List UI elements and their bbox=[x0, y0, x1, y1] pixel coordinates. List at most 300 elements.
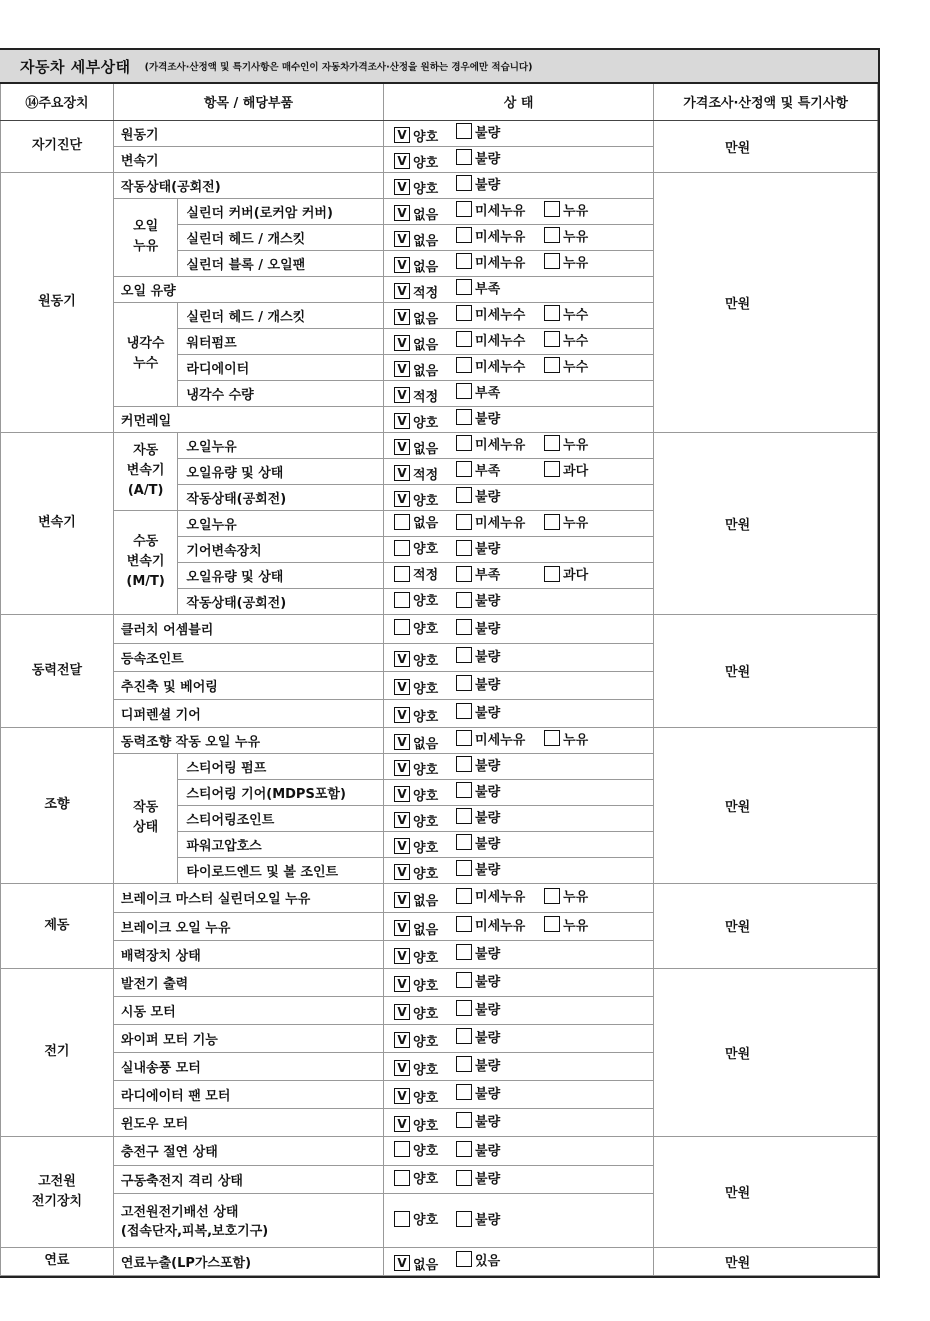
status-option[interactable] bbox=[394, 308, 456, 327]
vehicle-detail-state-form bbox=[0, 48, 880, 1278]
option-label: 양호 bbox=[413, 762, 439, 778]
checkbox[interactable] bbox=[456, 860, 472, 876]
checked-checkbox[interactable]: V bbox=[394, 679, 410, 695]
status-option[interactable] bbox=[456, 460, 544, 479]
option-label: 미세누유 bbox=[475, 516, 526, 532]
checked-checkbox[interactable]: V bbox=[394, 127, 410, 143]
checkbox[interactable] bbox=[456, 592, 472, 608]
item-label: 오일누유 bbox=[178, 432, 384, 458]
option-label: 불량 bbox=[475, 1114, 501, 1130]
option-label: 미세누수 bbox=[475, 307, 526, 323]
checkbox[interactable] bbox=[544, 730, 560, 746]
category-cell: 전기 bbox=[1, 968, 114, 1136]
status-option[interactable] bbox=[394, 412, 456, 431]
item-label: 와이퍼 모터 기능 bbox=[113, 1024, 383, 1052]
checkbox[interactable] bbox=[544, 201, 560, 217]
checkbox[interactable] bbox=[394, 540, 410, 556]
status-option[interactable] bbox=[456, 408, 500, 427]
item-label: 실린더 블록 / 오일팬 bbox=[178, 250, 384, 276]
checkbox[interactable] bbox=[456, 357, 472, 373]
status-cell bbox=[384, 883, 654, 912]
item-label: 발전기 출력 bbox=[113, 968, 383, 996]
checked-checkbox[interactable]: V bbox=[394, 1060, 410, 1076]
item-label: 스티어링조인트 bbox=[178, 805, 384, 831]
option-label: 불량 bbox=[475, 1030, 501, 1046]
unit-label: 만원 bbox=[725, 920, 751, 935]
status-option[interactable] bbox=[394, 890, 456, 909]
unit-label: 만원 bbox=[725, 665, 751, 680]
checked-checkbox[interactable]: V bbox=[394, 976, 410, 992]
subgroup-cell: 오일 누유 bbox=[113, 198, 178, 276]
status-option[interactable] bbox=[456, 330, 544, 349]
status-cell bbox=[384, 1080, 654, 1108]
option-label: 불량 bbox=[475, 836, 501, 852]
checkbox[interactable] bbox=[456, 1251, 472, 1267]
status-option[interactable] bbox=[394, 438, 456, 457]
status-option[interactable] bbox=[394, 678, 456, 697]
item-label: 윈도우 모터 bbox=[113, 1108, 383, 1136]
status-option[interactable] bbox=[394, 1059, 456, 1078]
status-option[interactable] bbox=[456, 356, 544, 375]
status-option[interactable] bbox=[394, 538, 456, 557]
checked-checkbox[interactable]: V bbox=[394, 1004, 410, 1020]
category-cell: 동력전달 bbox=[1, 614, 114, 727]
option-label: 미세누유 bbox=[475, 732, 526, 748]
option-label: 양호 bbox=[413, 493, 439, 509]
checked-checkbox[interactable]: V bbox=[394, 1032, 410, 1048]
status-option[interactable] bbox=[544, 915, 588, 934]
status-option[interactable] bbox=[456, 252, 544, 271]
status-cell bbox=[384, 1247, 654, 1275]
status-option[interactable] bbox=[456, 618, 500, 637]
checkbox[interactable] bbox=[544, 253, 560, 269]
checkbox[interactable] bbox=[544, 461, 560, 477]
item-label: 오일유량 및 상태 bbox=[178, 458, 384, 484]
status-option[interactable] bbox=[394, 464, 456, 483]
detail-table bbox=[0, 84, 878, 1276]
checkbox[interactable] bbox=[544, 305, 560, 321]
checkbox[interactable] bbox=[456, 227, 472, 243]
option-label: 부족 bbox=[475, 385, 501, 401]
table-row bbox=[1, 172, 878, 198]
status-option[interactable] bbox=[394, 863, 456, 882]
status-cell bbox=[384, 699, 654, 727]
status-option[interactable] bbox=[456, 382, 500, 401]
checkbox[interactable] bbox=[456, 409, 472, 425]
status-option[interactable] bbox=[544, 330, 588, 349]
status-option[interactable] bbox=[394, 1254, 456, 1273]
item-label: 추진축 및 베어링 bbox=[113, 671, 383, 699]
checkbox[interactable] bbox=[544, 435, 560, 451]
status-option[interactable] bbox=[394, 230, 456, 249]
status-option[interactable] bbox=[456, 646, 500, 665]
status-cell bbox=[384, 940, 654, 968]
status-option[interactable] bbox=[394, 919, 456, 938]
status-option[interactable] bbox=[456, 971, 500, 990]
status-option[interactable] bbox=[456, 807, 500, 826]
checkbox[interactable] bbox=[544, 916, 560, 932]
status-option[interactable] bbox=[394, 811, 456, 830]
status-option[interactable] bbox=[394, 785, 456, 804]
status-option[interactable] bbox=[456, 200, 544, 219]
checked-checkbox[interactable]: V bbox=[394, 257, 410, 273]
checked-checkbox[interactable]: V bbox=[394, 948, 410, 964]
price-cell bbox=[654, 727, 878, 883]
status-option[interactable] bbox=[456, 226, 544, 245]
option-label: 양호 bbox=[413, 1118, 439, 1134]
option-label: 적정 bbox=[413, 568, 439, 584]
status-option[interactable] bbox=[456, 512, 544, 531]
table-row bbox=[1, 1247, 878, 1275]
table-row bbox=[1, 432, 878, 458]
status-option[interactable] bbox=[456, 304, 544, 323]
status-cell bbox=[384, 276, 654, 302]
status-option[interactable] bbox=[394, 334, 456, 353]
status-option[interactable] bbox=[394, 650, 456, 669]
item-label: 충전구 절연 상태 bbox=[113, 1136, 383, 1165]
status-option[interactable] bbox=[394, 1209, 456, 1228]
status-cell bbox=[384, 250, 654, 276]
option-label: 불량 bbox=[475, 705, 501, 721]
status-option[interactable] bbox=[394, 256, 456, 275]
checkbox[interactable] bbox=[456, 149, 472, 165]
checked-checkbox[interactable]: V bbox=[394, 179, 410, 195]
checked-checkbox[interactable]: V bbox=[394, 413, 410, 429]
option-label: 양호 bbox=[413, 621, 439, 637]
status-option[interactable] bbox=[544, 356, 588, 375]
checkbox[interactable] bbox=[456, 944, 472, 960]
option-label: 불량 bbox=[475, 594, 501, 610]
status-cell bbox=[384, 805, 654, 831]
status-option[interactable] bbox=[456, 1250, 500, 1269]
checkbox[interactable] bbox=[456, 756, 472, 772]
checkbox[interactable] bbox=[456, 1000, 472, 1016]
checkbox[interactable] bbox=[456, 703, 472, 719]
header-price: 가격조사·산정액 및 특기사항 bbox=[654, 84, 878, 120]
status-option[interactable] bbox=[456, 859, 500, 878]
status-option[interactable] bbox=[394, 152, 456, 171]
option-label: 양호 bbox=[413, 1213, 439, 1229]
option-label: 양호 bbox=[413, 181, 439, 197]
status-option[interactable] bbox=[544, 226, 588, 245]
item-label: 작동상태(공회전) bbox=[178, 484, 384, 510]
checkbox[interactable] bbox=[456, 808, 472, 824]
status-option[interactable] bbox=[394, 759, 456, 778]
checkbox[interactable] bbox=[456, 1084, 472, 1100]
status-option[interactable] bbox=[394, 512, 456, 531]
checkbox[interactable] bbox=[394, 1211, 410, 1227]
checked-checkbox[interactable]: V bbox=[394, 387, 410, 403]
item-label: 커먼레일 bbox=[113, 406, 383, 432]
option-label: 양호 bbox=[413, 155, 439, 171]
checked-checkbox[interactable]: V bbox=[394, 786, 410, 802]
option-label: 양호 bbox=[413, 1172, 439, 1188]
checkbox[interactable] bbox=[394, 619, 410, 635]
status-cell bbox=[384, 643, 654, 671]
option-label: 미세누유 bbox=[475, 918, 526, 934]
status-cell bbox=[384, 996, 654, 1024]
status-option[interactable] bbox=[394, 590, 456, 609]
option-label: 불량 bbox=[475, 177, 501, 193]
checked-checkbox[interactable]: V bbox=[394, 734, 410, 750]
checkbox[interactable] bbox=[456, 123, 472, 139]
status-cell bbox=[384, 328, 654, 354]
status-option[interactable] bbox=[456, 486, 500, 505]
checked-checkbox[interactable]: V bbox=[394, 231, 410, 247]
checked-checkbox[interactable]: V bbox=[394, 205, 410, 221]
status-option[interactable] bbox=[456, 755, 500, 774]
checkbox[interactable] bbox=[456, 201, 472, 217]
status-option[interactable] bbox=[456, 1209, 500, 1228]
checkbox[interactable] bbox=[544, 357, 560, 373]
checkbox[interactable] bbox=[456, 1028, 472, 1044]
checked-checkbox[interactable]: V bbox=[394, 465, 410, 481]
status-option[interactable] bbox=[394, 1140, 456, 1159]
status-option[interactable] bbox=[544, 252, 588, 271]
checkbox[interactable] bbox=[456, 1211, 472, 1227]
checkbox[interactable] bbox=[456, 566, 472, 582]
status-option[interactable] bbox=[456, 1083, 500, 1102]
status-cell bbox=[384, 484, 654, 510]
status-option[interactable] bbox=[456, 1168, 500, 1187]
status-option[interactable] bbox=[394, 1003, 456, 1022]
checkbox[interactable] bbox=[456, 972, 472, 988]
checkbox[interactable] bbox=[456, 1170, 472, 1186]
option-label: 미세누유 bbox=[475, 890, 526, 905]
status-option[interactable] bbox=[394, 1031, 456, 1050]
unit-label: 만원 bbox=[725, 1186, 751, 1201]
status-option[interactable] bbox=[456, 1140, 500, 1159]
option-label: 양호 bbox=[413, 1062, 439, 1078]
status-cell bbox=[384, 380, 654, 406]
checkbox[interactable] bbox=[394, 514, 410, 530]
option-label: 없음 bbox=[413, 259, 439, 275]
option-label: 양호 bbox=[413, 840, 439, 856]
option-label: 누유 bbox=[563, 732, 589, 748]
status-cell bbox=[384, 432, 654, 458]
checkbox[interactable] bbox=[456, 647, 472, 663]
status-option[interactable] bbox=[394, 564, 456, 583]
status-option[interactable] bbox=[544, 886, 588, 905]
checkbox[interactable] bbox=[456, 834, 472, 850]
status-option[interactable] bbox=[394, 947, 456, 966]
status-option[interactable] bbox=[394, 1168, 456, 1187]
status-cell bbox=[384, 912, 654, 940]
option-label: 적정 bbox=[413, 467, 439, 483]
option-label: 없음 bbox=[413, 516, 439, 532]
status-option[interactable] bbox=[394, 386, 456, 405]
checkbox[interactable] bbox=[456, 730, 472, 746]
status-option[interactable] bbox=[544, 434, 588, 453]
checked-checkbox[interactable]: V bbox=[394, 361, 410, 377]
checkbox[interactable] bbox=[456, 331, 472, 347]
option-label: 적정 bbox=[413, 285, 439, 301]
option-label: 누유 bbox=[563, 229, 589, 245]
status-option[interactable] bbox=[394, 837, 456, 856]
item-label: 디퍼렌셜 기어 bbox=[113, 699, 383, 727]
status-option[interactable] bbox=[456, 999, 500, 1018]
status-option[interactable] bbox=[456, 590, 500, 609]
checked-checkbox[interactable]: V bbox=[394, 153, 410, 169]
status-option[interactable] bbox=[456, 1027, 500, 1046]
option-label: 양호 bbox=[413, 709, 439, 725]
unit-label: 만원 bbox=[725, 1255, 751, 1271]
status-option[interactable] bbox=[394, 490, 456, 509]
status-option[interactable] bbox=[544, 200, 588, 219]
status-option[interactable] bbox=[456, 702, 500, 721]
status-option[interactable] bbox=[456, 674, 500, 693]
checkbox[interactable] bbox=[456, 916, 472, 932]
price-cell bbox=[654, 614, 878, 727]
unit-label: 만원 bbox=[725, 799, 751, 815]
status-option[interactable] bbox=[394, 975, 456, 994]
checkbox[interactable] bbox=[456, 1141, 472, 1157]
checked-checkbox[interactable]: V bbox=[394, 892, 410, 908]
status-option[interactable] bbox=[394, 618, 456, 637]
checked-checkbox[interactable]: V bbox=[394, 335, 410, 351]
status-option[interactable] bbox=[394, 178, 456, 197]
status-cell bbox=[384, 224, 654, 250]
checkbox[interactable] bbox=[456, 279, 472, 295]
checkbox[interactable] bbox=[394, 592, 410, 608]
option-label: 양호 bbox=[413, 681, 439, 697]
option-label: 양호 bbox=[413, 594, 439, 610]
status-option[interactable] bbox=[544, 512, 588, 531]
checked-checkbox[interactable]: V bbox=[394, 812, 410, 828]
checkbox[interactable] bbox=[544, 331, 560, 347]
option-label: 누유 bbox=[563, 890, 589, 905]
option-label: 있음 bbox=[475, 1253, 501, 1269]
status-option[interactable] bbox=[394, 204, 456, 223]
checkbox[interactable] bbox=[456, 675, 472, 691]
checkbox[interactable] bbox=[456, 540, 472, 556]
status-option[interactable] bbox=[456, 148, 500, 167]
checkbox[interactable] bbox=[394, 566, 410, 582]
checked-checkbox[interactable]: V bbox=[394, 920, 410, 936]
checkbox[interactable] bbox=[456, 1056, 472, 1072]
checked-checkbox[interactable]: V bbox=[394, 491, 410, 507]
checkbox[interactable] bbox=[394, 1141, 410, 1157]
status-option[interactable] bbox=[456, 538, 500, 557]
status-option[interactable] bbox=[456, 833, 500, 852]
status-option[interactable] bbox=[394, 126, 456, 145]
status-option[interactable] bbox=[456, 886, 544, 905]
option-label: 미세누유 bbox=[475, 255, 526, 271]
item-label: 작동상태(공회전) bbox=[113, 172, 383, 198]
status-option[interactable] bbox=[456, 1111, 500, 1130]
option-label: 없음 bbox=[413, 894, 439, 909]
checkbox[interactable] bbox=[394, 1170, 410, 1186]
status-option[interactable] bbox=[456, 781, 500, 800]
header-item: 항목 / 해당부품 bbox=[113, 84, 383, 120]
status-option[interactable] bbox=[394, 282, 456, 301]
status-option[interactable] bbox=[394, 733, 456, 752]
checked-checkbox[interactable]: V bbox=[394, 651, 410, 667]
status-option[interactable] bbox=[456, 915, 544, 934]
status-option[interactable] bbox=[544, 729, 588, 748]
category-cell: 고전원 전기장치 bbox=[1, 1136, 114, 1247]
option-label: 부족 bbox=[475, 463, 501, 479]
option-label: 불량 bbox=[475, 810, 501, 826]
status-option[interactable] bbox=[456, 943, 500, 962]
checked-checkbox[interactable]: V bbox=[394, 760, 410, 776]
status-cell bbox=[384, 779, 654, 805]
status-option[interactable] bbox=[456, 564, 544, 583]
status-option[interactable] bbox=[394, 1115, 456, 1134]
status-cell bbox=[384, 614, 654, 643]
checkbox[interactable] bbox=[456, 253, 472, 269]
section-title: 자동차 세부상태 bbox=[20, 57, 131, 76]
subgroup-cell: 냉각수 누수 bbox=[113, 302, 178, 406]
status-option[interactable] bbox=[456, 174, 500, 193]
header-status: 상 태 bbox=[384, 84, 654, 120]
unit-label: 만원 bbox=[725, 296, 751, 312]
status-option[interactable] bbox=[544, 460, 588, 479]
checked-checkbox[interactable]: V bbox=[394, 1255, 410, 1271]
status-option[interactable] bbox=[456, 434, 544, 453]
checkbox[interactable] bbox=[456, 487, 472, 503]
status-option[interactable] bbox=[544, 304, 588, 323]
checked-checkbox[interactable]: V bbox=[394, 283, 410, 299]
status-option[interactable] bbox=[394, 360, 456, 379]
option-label: 부족 bbox=[475, 281, 501, 297]
checkbox[interactable] bbox=[456, 888, 472, 904]
option-label: 양호 bbox=[413, 1034, 439, 1050]
checkbox[interactable] bbox=[456, 1112, 472, 1128]
checkbox[interactable] bbox=[456, 175, 472, 191]
checkbox[interactable] bbox=[456, 514, 472, 530]
item-label: 클러치 어셈블리 bbox=[113, 614, 383, 643]
checked-checkbox[interactable]: V bbox=[394, 439, 410, 455]
status-option[interactable] bbox=[394, 706, 456, 725]
table-row bbox=[1, 1136, 878, 1165]
status-option[interactable] bbox=[456, 1055, 500, 1074]
checkbox[interactable] bbox=[544, 566, 560, 582]
checkbox[interactable] bbox=[544, 514, 560, 530]
checkbox[interactable] bbox=[544, 888, 560, 904]
item-label: 오일누유 bbox=[178, 510, 384, 536]
checkbox[interactable] bbox=[544, 227, 560, 243]
checked-checkbox[interactable]: V bbox=[394, 838, 410, 854]
option-label: 양호 bbox=[413, 415, 439, 431]
checked-checkbox[interactable]: V bbox=[394, 309, 410, 325]
item-label: 작동상태(공회전) bbox=[178, 588, 384, 614]
checked-checkbox[interactable]: V bbox=[394, 707, 410, 723]
option-label: 불량 bbox=[475, 1213, 501, 1229]
checkbox[interactable] bbox=[456, 782, 472, 798]
checked-checkbox[interactable]: V bbox=[394, 1088, 410, 1104]
status-option[interactable] bbox=[544, 564, 588, 583]
price-cell bbox=[654, 883, 878, 968]
checkbox[interactable] bbox=[456, 305, 472, 321]
status-option[interactable] bbox=[456, 278, 500, 297]
status-cell bbox=[384, 562, 654, 588]
status-option[interactable] bbox=[394, 1087, 456, 1106]
price-cell bbox=[654, 968, 878, 1136]
checkbox[interactable] bbox=[456, 619, 472, 635]
item-label: 라디에이터 팬 모터 bbox=[113, 1080, 383, 1108]
checked-checkbox[interactable]: V bbox=[394, 1116, 410, 1132]
table-row bbox=[1, 727, 878, 753]
option-label: 불량 bbox=[475, 974, 501, 990]
status-option[interactable] bbox=[456, 122, 500, 141]
checkbox[interactable] bbox=[456, 461, 472, 477]
status-option[interactable] bbox=[456, 729, 544, 748]
checked-checkbox[interactable]: V bbox=[394, 864, 410, 880]
checkbox[interactable] bbox=[456, 383, 472, 399]
item-label: 브레이크 오일 누유 bbox=[113, 912, 383, 940]
checkbox[interactable] bbox=[456, 435, 472, 451]
